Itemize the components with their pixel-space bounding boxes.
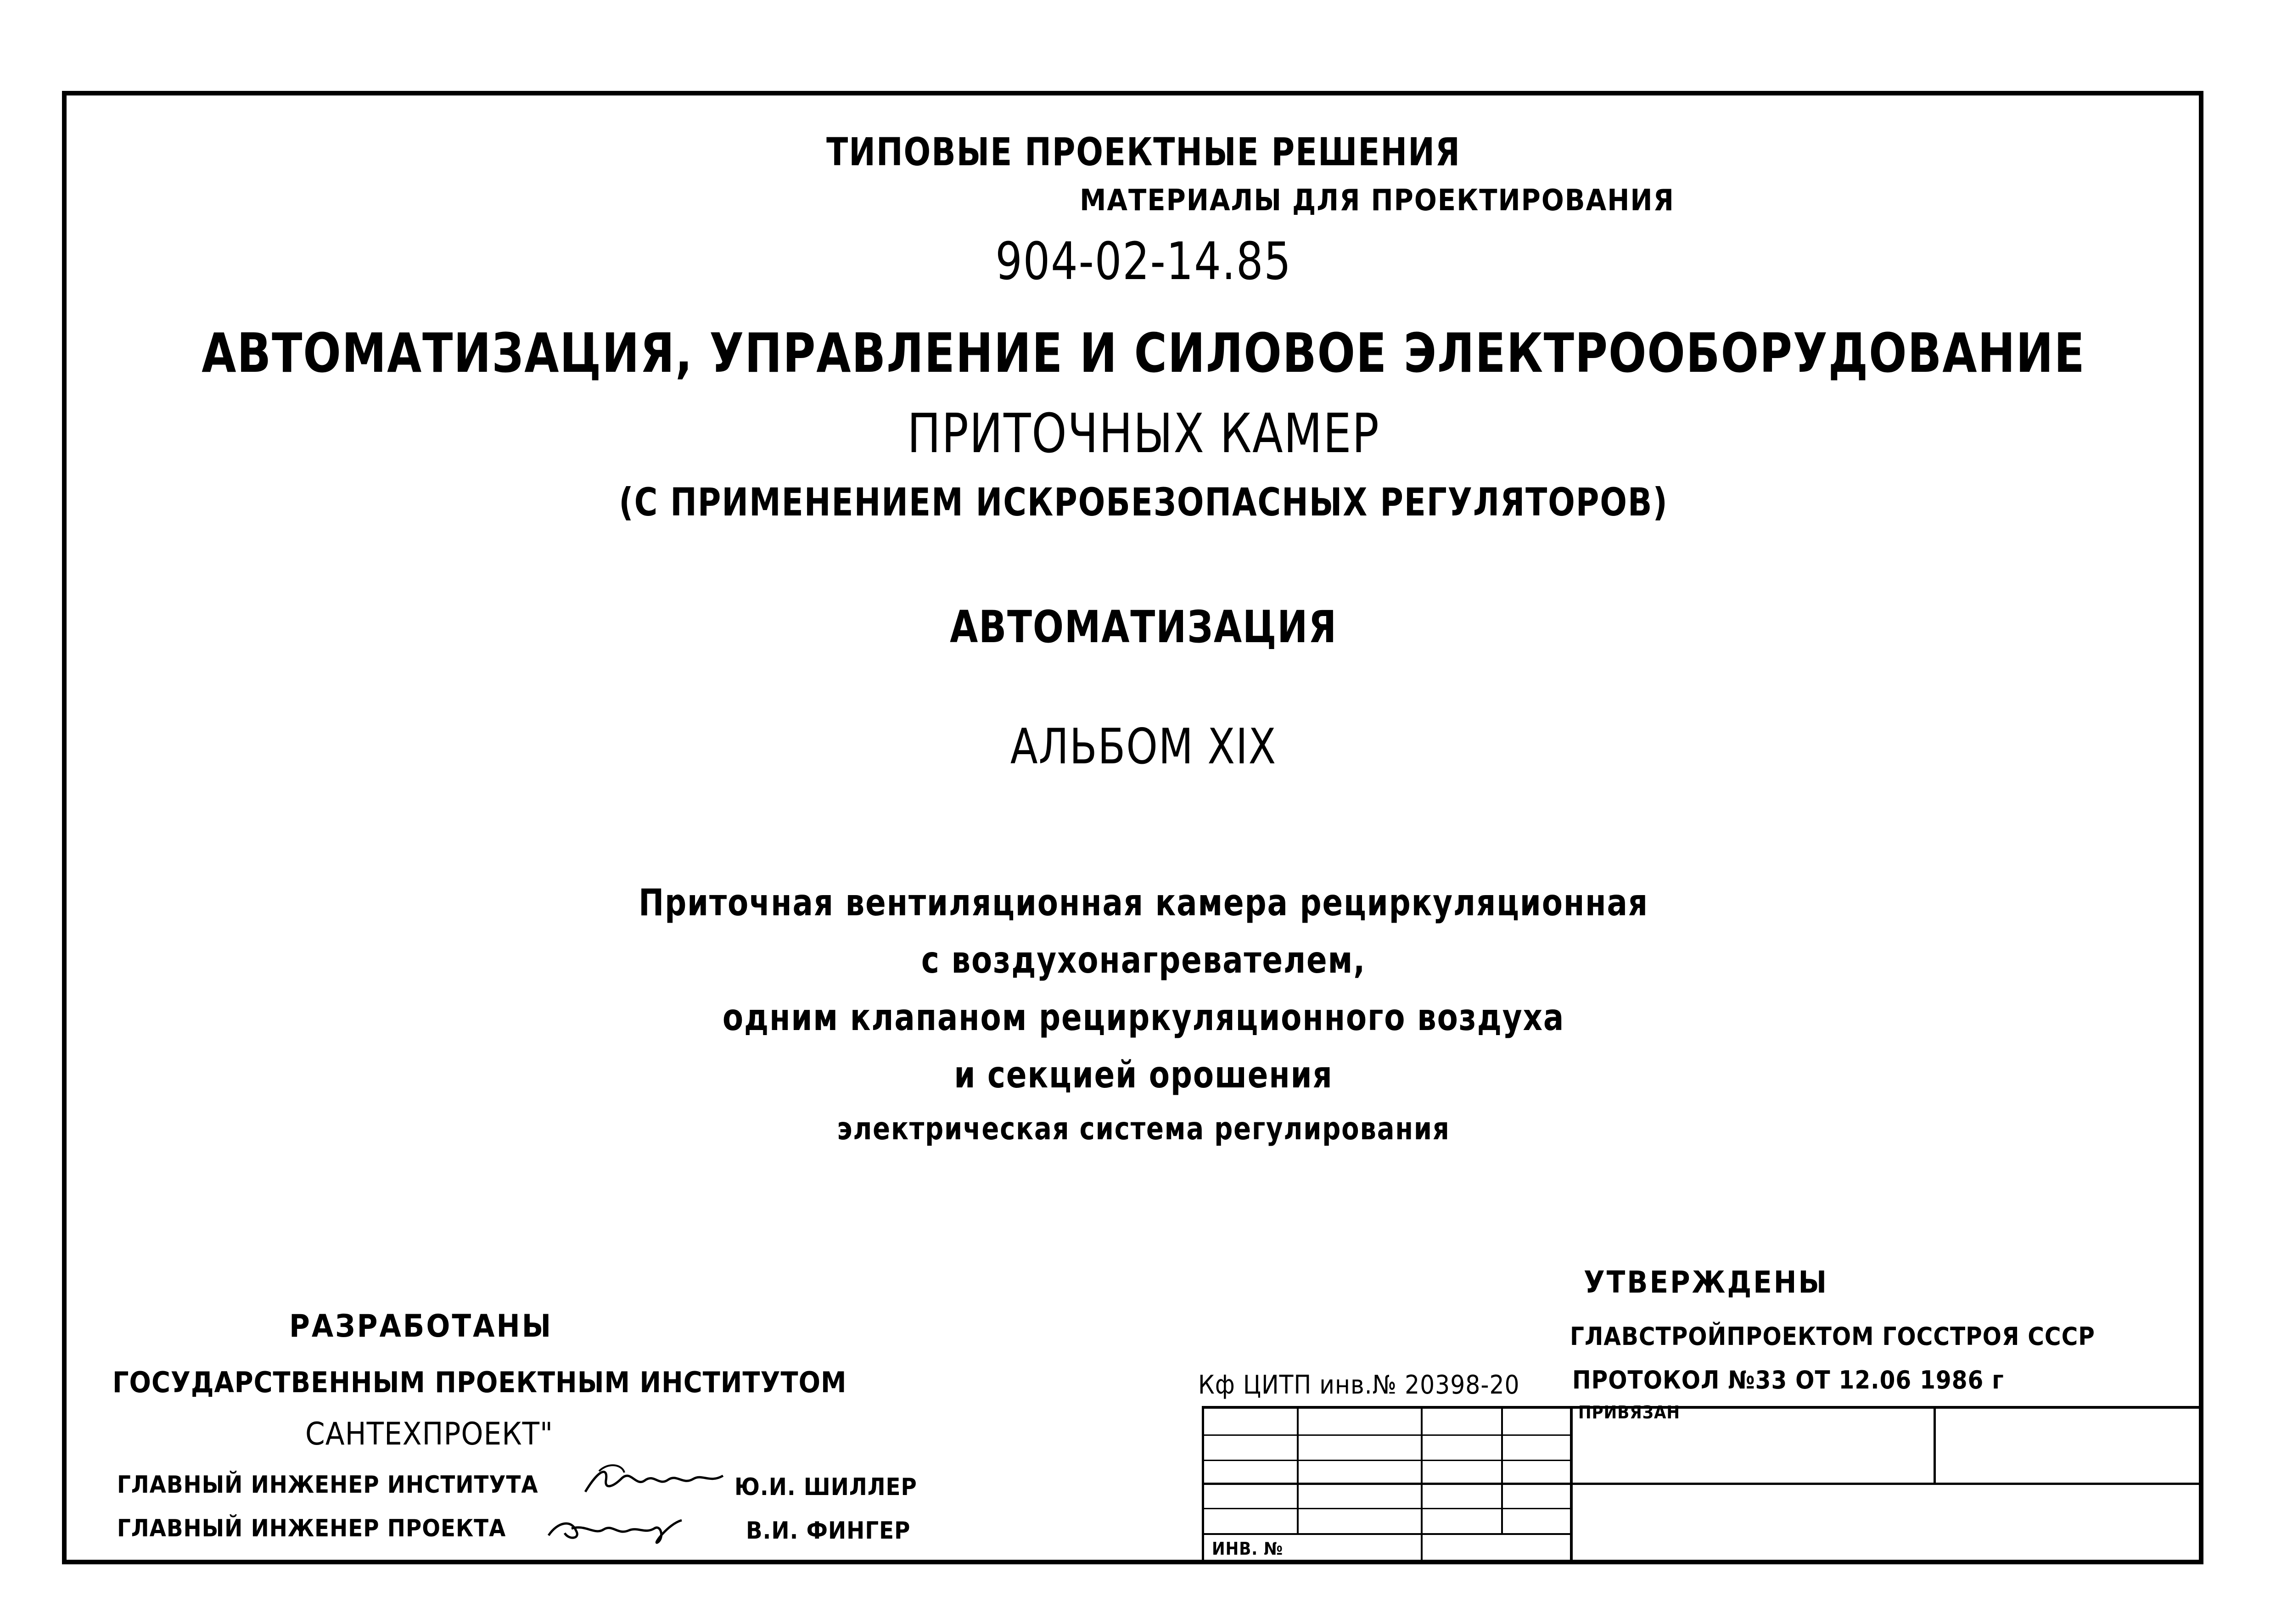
archive-stamp-text: Кф ЦИТП инв.№ 20398-20 — [1198, 1370, 1520, 1400]
description-line-4: и секцией орошения — [954, 1053, 1333, 1096]
stamp-attached-label: ПРИВЯЗАН — [1578, 1402, 1681, 1422]
stamp-inventory-label: ИНВ. № — [1212, 1539, 1284, 1559]
signature-finger-icon — [544, 1510, 686, 1547]
chief-engineer-project-role: ГЛАВНЫЙ ИНЖЕНЕР ПРОЕКТА — [117, 1515, 506, 1542]
materials-subtitle: МАТЕРИАЛЫ ДЛЯ ПРОЕКТИРОВАНИЯ — [1080, 184, 1675, 218]
description-line-1: Приточная вентиляционная камера рециркуляционная — [639, 881, 1648, 924]
stamp-vline — [1934, 1406, 1936, 1483]
stamp-vline — [1501, 1406, 1503, 1533]
chief-engineer-project-name: В.И. ФИНГЕР — [746, 1517, 911, 1545]
main-title-line-2: ПРИТОЧНЫХ КАМЕР — [907, 402, 1380, 465]
album-title: АЛЬБОМ XIX — [1010, 718, 1277, 775]
stamp-vline — [1297, 1406, 1299, 1533]
approved-organization: ГЛАВСТРОЙПРОЕКТОМ ГОССТРОЯ СССР — [1570, 1322, 2095, 1351]
stamp-vline — [1421, 1406, 1423, 1564]
stamp-hline — [1203, 1508, 1570, 1509]
chief-engineer-institute-name: Ю.И. ШИЛЛЕР — [734, 1473, 917, 1501]
stamp-hline — [1203, 1434, 1570, 1436]
stamp-hline — [1203, 1533, 1570, 1535]
project-code: 904-02-14.85 — [995, 232, 1292, 291]
stamp-hline — [1203, 1483, 2199, 1485]
main-title-line-1: АВТОМАТИЗАЦИЯ, УПРАВЛЕНИЕ И СИЛОВОЕ ЭЛЕКТРООБОРУДОВАНИЕ — [202, 321, 2085, 385]
signature-shiller-icon — [581, 1460, 728, 1503]
main-title-line-3: (С ПРИМЕНЕНИЕМ ИСКРОБЕЗОПАСНЫХ РЕГУЛЯТОРОВ) — [619, 480, 1668, 525]
description-line-2: с воздухонагревателем, — [921, 939, 1366, 981]
description-line-5: электрическая система регулирования — [837, 1111, 1450, 1147]
developed-label: РАЗРАБОТАНЫ — [289, 1308, 553, 1344]
series-title: ТИПОВЫЕ ПРОЕКТНЫЕ РЕШЕНИЯ — [826, 129, 1461, 174]
developer-institute-name: САНТЕХПРОЕКТ" — [305, 1416, 554, 1452]
approved-label: УТВЕРЖДЕНЫ — [1584, 1265, 1829, 1300]
stamp-vline — [1202, 1406, 1204, 1564]
stamp-hline — [1203, 1406, 2199, 1409]
stamp-vline — [1570, 1406, 1573, 1564]
stamp-hline — [1203, 1460, 1570, 1461]
section-title: АВТОМАТИЗАЦИЯ — [950, 601, 1337, 653]
chief-engineer-institute-role: ГЛАВНЫЙ ИНЖЕНЕР ИНСТИТУТА — [117, 1471, 538, 1499]
developer-institute: ГОСУДАРСТВЕННЫМ ПРОЕКТНЫМ ИНСТИТУТОМ — [112, 1366, 847, 1399]
approval-protocol: ПРОТОКОЛ №33 ОТ 12.06 1986 г — [1572, 1366, 2004, 1394]
description-line-3: одним клапаном рециркуляционного воздуха — [722, 996, 1565, 1039]
